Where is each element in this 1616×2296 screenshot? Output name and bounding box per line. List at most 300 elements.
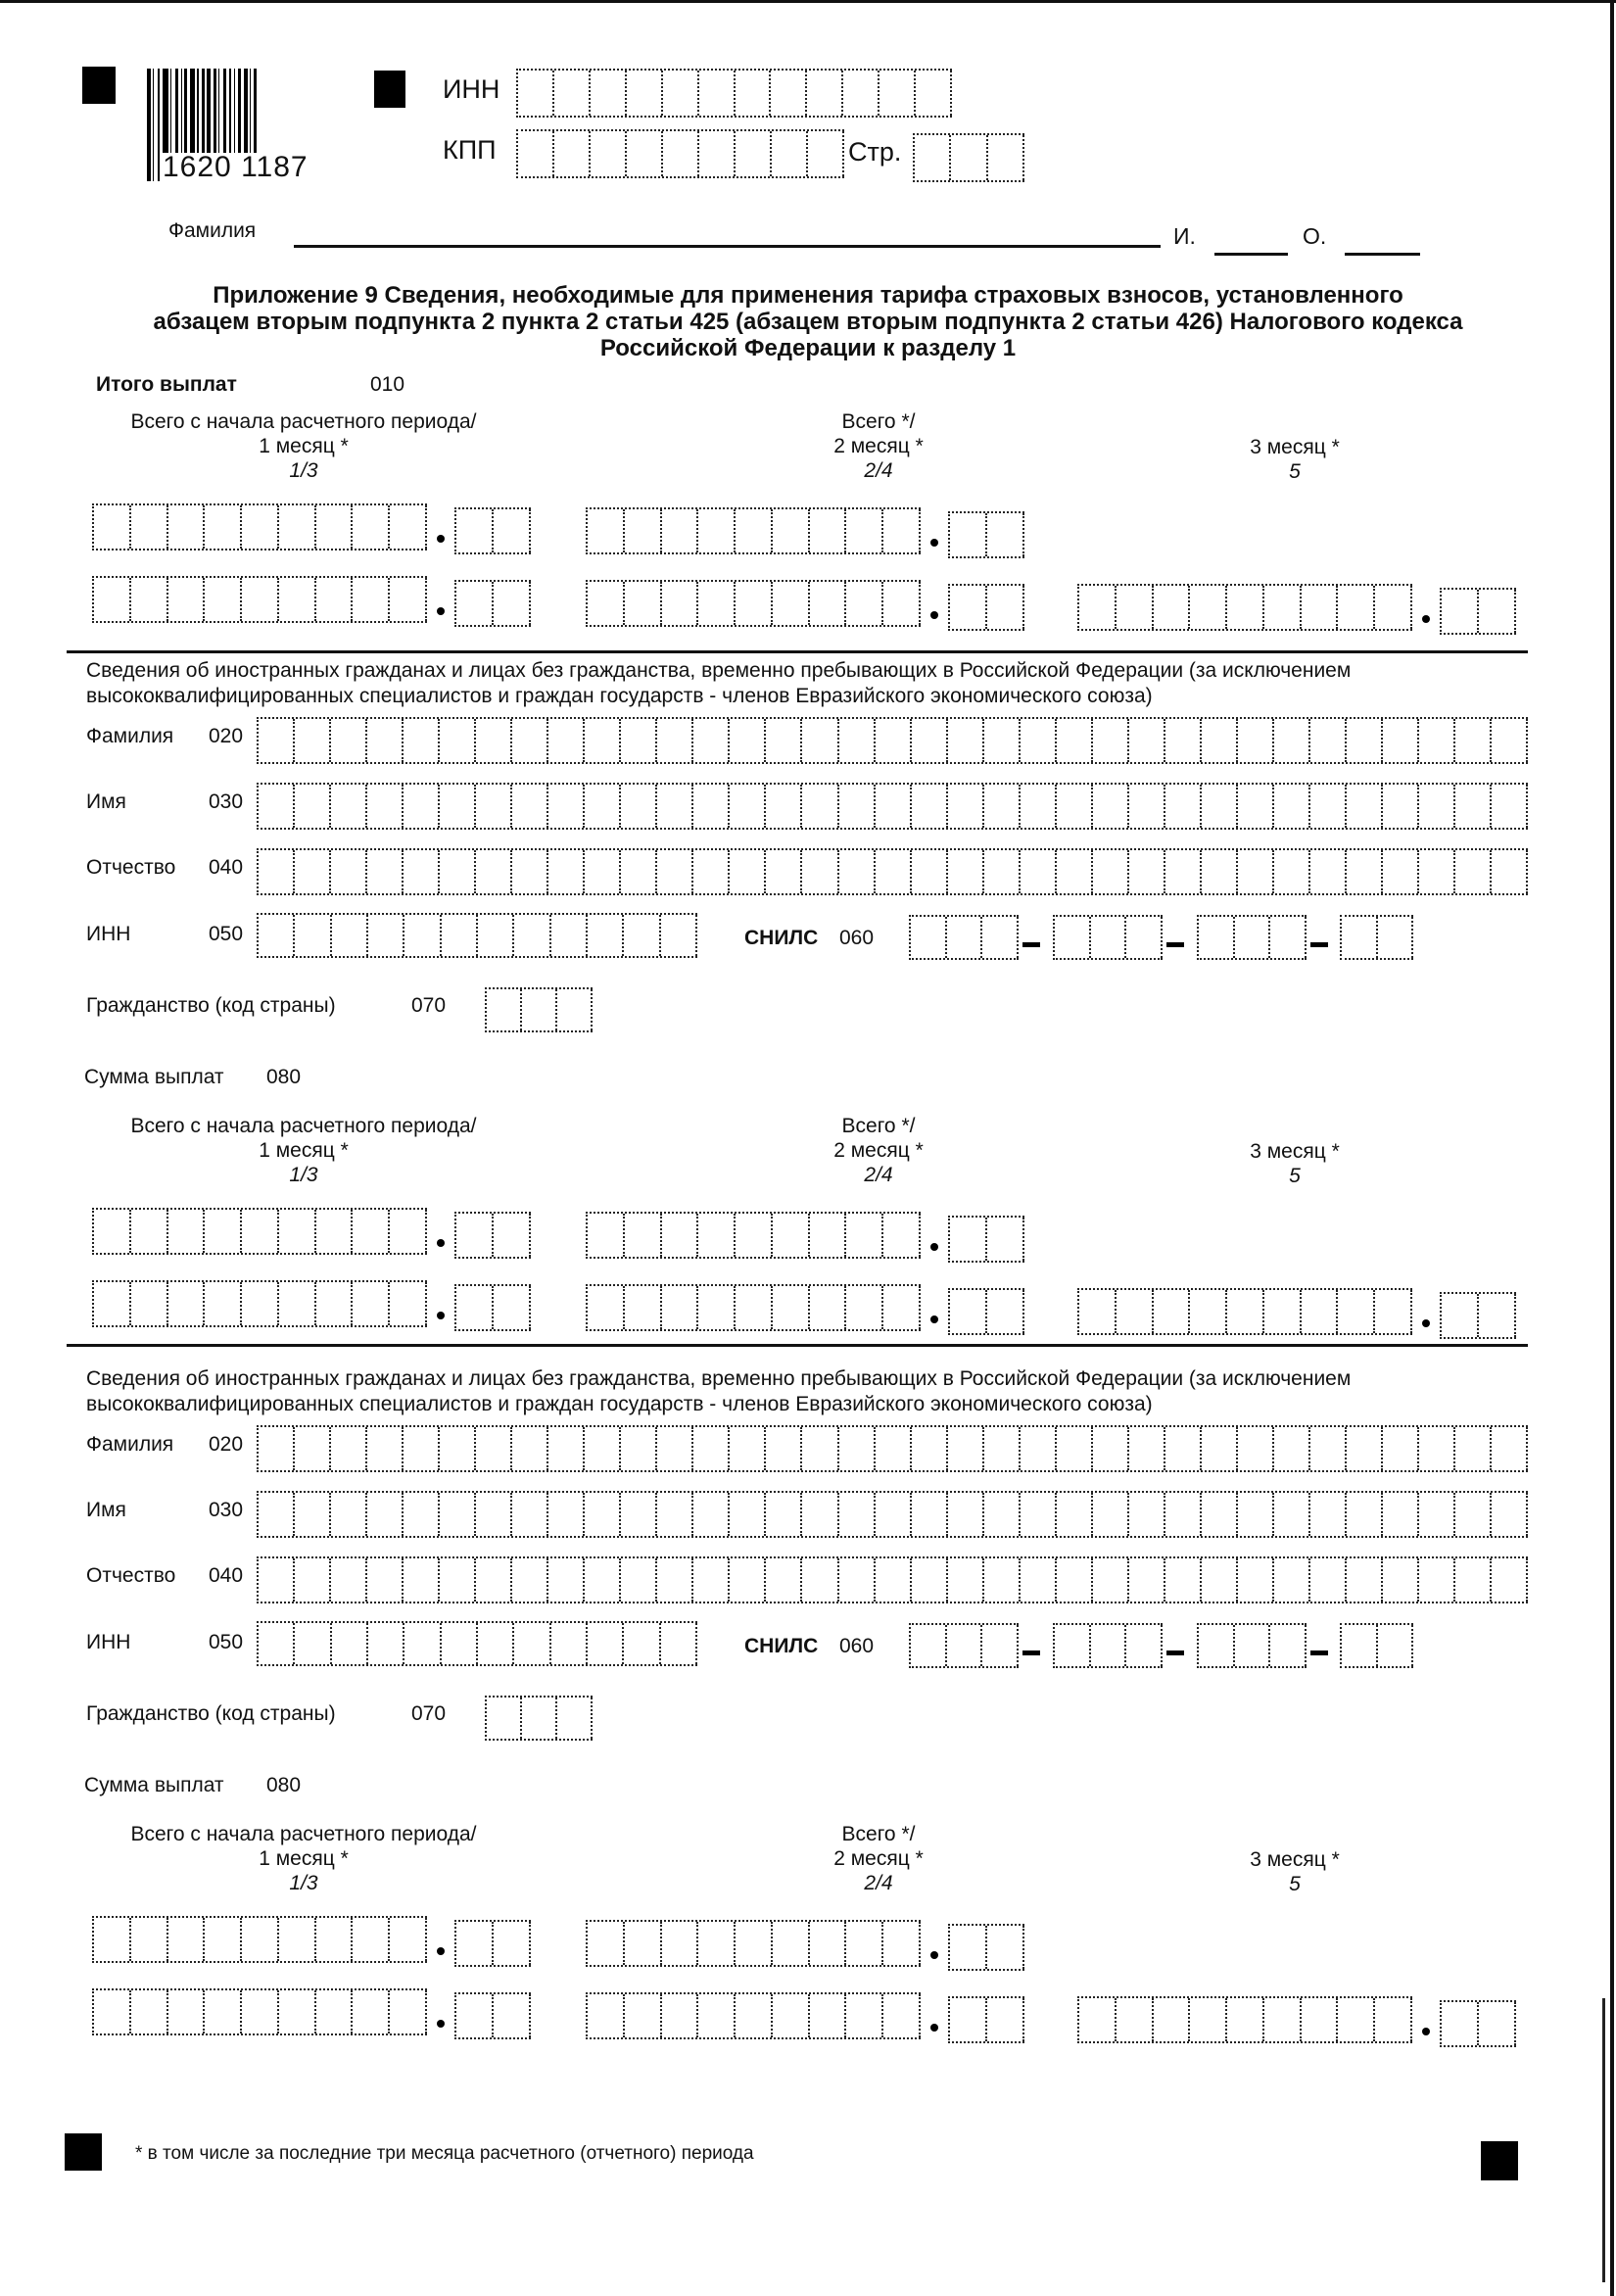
foreign-1-citizenship-input[interactable] — [485, 987, 593, 1032]
input-cell[interactable] — [1057, 850, 1093, 893]
input-cell[interactable] — [494, 509, 531, 552]
input-cell[interactable] — [698, 1994, 736, 2037]
input-cell[interactable] — [390, 1918, 427, 1961]
input-cell[interactable] — [295, 1427, 331, 1470]
input-cell[interactable] — [131, 578, 168, 621]
input-cell[interactable] — [987, 1926, 1024, 1969]
foreign-1-surname-input[interactable] — [257, 717, 1528, 764]
input-cell[interactable] — [367, 1493, 404, 1536]
input-cell[interactable] — [1190, 1290, 1227, 1333]
input-cell[interactable] — [1455, 785, 1492, 828]
input-cell[interactable] — [698, 1286, 736, 1329]
input-cell[interactable] — [1117, 586, 1154, 629]
input-cell[interactable] — [440, 1493, 476, 1536]
input-cell[interactable] — [1129, 1558, 1165, 1602]
input-cell[interactable] — [548, 785, 585, 828]
input-cell[interactable] — [512, 1427, 548, 1470]
input-cell[interactable] — [331, 1558, 367, 1602]
input-cell[interactable] — [802, 1427, 838, 1470]
input-cell[interactable] — [810, 509, 847, 552]
input-cell[interactable] — [514, 915, 550, 956]
input-cell[interactable] — [259, 915, 295, 956]
input-cell[interactable] — [585, 1427, 621, 1470]
input-cell[interactable] — [585, 1558, 621, 1602]
input-cell[interactable] — [984, 1493, 1021, 1536]
input-cell[interactable] — [1129, 785, 1165, 828]
input-cell[interactable] — [1310, 850, 1347, 893]
input-cell[interactable] — [621, 1427, 657, 1470]
input-cell[interactable] — [442, 1623, 478, 1664]
total-col2-row2-integer[interactable] — [586, 580, 921, 627]
input-cell[interactable] — [1310, 1427, 1347, 1470]
input-cell[interactable] — [730, 1427, 766, 1470]
input-cell[interactable] — [1199, 917, 1235, 958]
input-cell[interactable] — [367, 719, 404, 762]
input-cell[interactable] — [663, 131, 699, 176]
input-cell[interactable] — [771, 71, 807, 116]
input-cell[interactable] — [773, 1286, 810, 1329]
input-cell[interactable] — [950, 513, 987, 556]
input-cell[interactable] — [808, 131, 844, 176]
input-cell[interactable] — [551, 1623, 588, 1664]
input-cell[interactable] — [698, 1214, 736, 1257]
input-cell[interactable] — [1165, 1427, 1202, 1470]
input-cell[interactable] — [984, 850, 1021, 893]
input-cell[interactable] — [316, 578, 354, 621]
input-cell[interactable] — [1227, 586, 1264, 629]
input-cell[interactable] — [1383, 719, 1419, 762]
input-cell[interactable] — [693, 785, 730, 828]
input-cell[interactable] — [1383, 850, 1419, 893]
input-cell[interactable] — [588, 915, 624, 956]
input-cell[interactable] — [950, 1998, 987, 2041]
input-cell[interactable] — [883, 1922, 921, 1965]
initial-o-line[interactable] — [1345, 253, 1420, 256]
input-cell[interactable] — [1057, 1427, 1093, 1470]
input-cell[interactable] — [585, 719, 621, 762]
input-cell[interactable] — [987, 1998, 1024, 2041]
input-cell[interactable] — [1238, 1427, 1274, 1470]
input-cell[interactable] — [1338, 1998, 1375, 2041]
input-cell[interactable] — [766, 785, 802, 828]
input-cell[interactable] — [1338, 586, 1375, 629]
input-cell[interactable] — [331, 1427, 367, 1470]
input-cell[interactable] — [242, 1990, 279, 2033]
input-cell[interactable] — [131, 1990, 168, 2033]
input-cell[interactable] — [1165, 785, 1202, 828]
input-cell[interactable] — [1492, 850, 1528, 893]
input-cell[interactable] — [693, 850, 730, 893]
input-cell[interactable] — [984, 719, 1021, 762]
input-cell[interactable] — [987, 1218, 1024, 1261]
input-cell[interactable] — [736, 1214, 773, 1257]
foreign-2-snils-group-3[interactable] — [1197, 1623, 1307, 1668]
input-cell[interactable] — [699, 131, 736, 176]
input-cell[interactable] — [440, 785, 476, 828]
input-cell[interactable] — [698, 1922, 736, 1965]
input-cell[interactable] — [1274, 850, 1310, 893]
input-cell[interactable] — [627, 71, 663, 116]
input-cell[interactable] — [730, 719, 766, 762]
total-col1-row1-decimal[interactable] — [454, 507, 531, 554]
input-cell[interactable] — [494, 1922, 531, 1965]
input-cell[interactable] — [316, 1990, 354, 2033]
input-cell[interactable] — [1492, 785, 1528, 828]
input-cell[interactable] — [494, 582, 531, 625]
input-cell[interactable] — [440, 1427, 476, 1470]
foreign-2-col1-row1-decimal[interactable] — [454, 1920, 531, 1967]
input-cell[interactable] — [94, 1990, 131, 2033]
input-cell[interactable] — [1202, 1493, 1238, 1536]
input-cell[interactable] — [295, 719, 331, 762]
input-cell[interactable] — [1093, 1493, 1129, 1536]
input-cell[interactable] — [494, 1994, 531, 2037]
input-cell[interactable] — [476, 1427, 512, 1470]
input-cell[interactable] — [332, 1623, 368, 1664]
input-cell[interactable] — [883, 1286, 921, 1329]
input-cell[interactable] — [279, 505, 316, 549]
input-cell[interactable] — [883, 582, 921, 625]
foreign-2-col3-row2-decimal[interactable] — [1440, 2000, 1516, 2047]
input-cell[interactable] — [94, 1210, 131, 1253]
input-cell[interactable] — [494, 1286, 531, 1329]
input-cell[interactable] — [1021, 1427, 1057, 1470]
kpp-input[interactable] — [516, 129, 844, 178]
foreign-2-col2-row2-decimal[interactable] — [948, 1996, 1024, 2043]
input-cell[interactable] — [773, 582, 810, 625]
input-cell[interactable] — [736, 509, 773, 552]
total-col2-row1-integer[interactable] — [586, 507, 921, 554]
input-cell[interactable] — [839, 1427, 876, 1470]
input-cell[interactable] — [730, 850, 766, 893]
input-cell[interactable] — [205, 1282, 242, 1325]
input-cell[interactable] — [1302, 586, 1339, 629]
input-cell[interactable] — [487, 1698, 522, 1739]
input-cell[interactable] — [331, 850, 367, 893]
input-cell[interactable] — [548, 1493, 585, 1536]
input-cell[interactable] — [404, 1427, 440, 1470]
input-cell[interactable] — [1419, 719, 1455, 762]
input-cell[interactable] — [512, 1493, 548, 1536]
input-cell[interactable] — [693, 1427, 730, 1470]
input-cell[interactable] — [950, 586, 987, 629]
input-cell[interactable] — [876, 850, 912, 893]
input-cell[interactable] — [518, 131, 554, 176]
input-cell[interactable] — [876, 1558, 912, 1602]
input-cell[interactable] — [1338, 1290, 1375, 1333]
input-cell[interactable] — [1202, 719, 1238, 762]
input-cell[interactable] — [331, 785, 367, 828]
input-cell[interactable] — [554, 131, 591, 176]
input-cell[interactable] — [404, 915, 441, 956]
input-cell[interactable] — [279, 1990, 316, 2033]
input-cell[interactable] — [404, 1623, 441, 1664]
input-cell[interactable] — [657, 785, 693, 828]
input-cell[interactable] — [1347, 719, 1383, 762]
input-cell[interactable] — [662, 1286, 699, 1329]
input-cell[interactable] — [810, 582, 847, 625]
input-cell[interactable] — [1492, 1493, 1528, 1536]
foreign-1-col3-row2-decimal[interactable] — [1440, 1292, 1516, 1339]
page-number-input[interactable] — [913, 133, 1024, 182]
total-col2-row2-decimal[interactable] — [948, 584, 1024, 631]
input-cell[interactable] — [950, 1218, 987, 1261]
input-cell[interactable] — [1227, 1998, 1264, 2041]
input-cell[interactable] — [94, 1282, 131, 1325]
input-cell[interactable] — [846, 1922, 883, 1965]
input-cell[interactable] — [987, 1290, 1024, 1333]
input-cell[interactable] — [404, 719, 440, 762]
input-cell[interactable] — [440, 1558, 476, 1602]
input-cell[interactable] — [1202, 1427, 1238, 1470]
input-cell[interactable] — [698, 509, 736, 552]
input-cell[interactable] — [1079, 586, 1117, 629]
input-cell[interactable] — [661, 915, 697, 956]
total-col2-row1-decimal[interactable] — [948, 511, 1024, 558]
input-cell[interactable] — [1093, 719, 1129, 762]
input-cell[interactable] — [353, 505, 390, 549]
input-cell[interactable] — [512, 785, 548, 828]
input-cell[interactable] — [657, 719, 693, 762]
input-cell[interactable] — [404, 850, 440, 893]
input-cell[interactable] — [316, 1210, 354, 1253]
input-cell[interactable] — [1347, 850, 1383, 893]
foreign-1-col1-row2-integer[interactable] — [92, 1280, 427, 1327]
input-cell[interactable] — [1021, 785, 1057, 828]
input-cell[interactable] — [1347, 1493, 1383, 1536]
input-cell[interactable] — [1199, 1625, 1235, 1666]
input-cell[interactable] — [1274, 785, 1310, 828]
input-cell[interactable] — [1055, 1625, 1091, 1666]
input-cell[interactable] — [1057, 1558, 1093, 1602]
foreign-2-snils-group-4[interactable] — [1340, 1623, 1413, 1668]
input-cell[interactable] — [1274, 1493, 1310, 1536]
input-cell[interactable] — [1117, 1998, 1154, 2041]
input-cell[interactable] — [367, 785, 404, 828]
input-cell[interactable] — [1302, 1290, 1339, 1333]
input-cell[interactable] — [1274, 719, 1310, 762]
input-cell[interactable] — [1264, 1998, 1302, 2041]
input-cell[interactable] — [242, 1282, 279, 1325]
input-cell[interactable] — [982, 917, 1019, 958]
input-cell[interactable] — [1079, 1290, 1117, 1333]
input-cell[interactable] — [478, 915, 514, 956]
input-cell[interactable] — [1302, 1998, 1339, 2041]
input-cell[interactable] — [802, 1493, 838, 1536]
input-cell[interactable] — [1492, 719, 1528, 762]
input-cell[interactable] — [948, 1558, 984, 1602]
input-cell[interactable] — [947, 917, 983, 958]
input-cell[interactable] — [295, 785, 331, 828]
input-cell[interactable] — [1126, 1625, 1163, 1666]
input-cell[interactable] — [843, 71, 879, 116]
input-cell[interactable] — [456, 1922, 494, 1965]
input-cell[interactable] — [1238, 1558, 1274, 1602]
input-cell[interactable] — [802, 850, 838, 893]
input-cell[interactable] — [588, 1994, 625, 2037]
input-cell[interactable] — [883, 1994, 921, 2037]
input-cell[interactable] — [810, 1214, 847, 1257]
input-cell[interactable] — [390, 578, 427, 621]
input-cell[interactable] — [1091, 917, 1127, 958]
input-cell[interactable] — [440, 719, 476, 762]
input-cell[interactable] — [390, 1282, 427, 1325]
input-cell[interactable] — [807, 71, 843, 116]
input-cell[interactable] — [839, 1493, 876, 1536]
input-cell[interactable] — [1021, 1493, 1057, 1536]
input-cell[interactable] — [736, 1286, 773, 1329]
foreign-1-col2-row2-integer[interactable] — [586, 1284, 921, 1331]
foreign-1-col1-row1-integer[interactable] — [92, 1208, 427, 1255]
input-cell[interactable] — [1165, 1558, 1202, 1602]
input-cell[interactable] — [390, 1210, 427, 1253]
input-cell[interactable] — [456, 1994, 494, 2037]
foreign-1-patronymic-input[interactable] — [257, 848, 1528, 895]
input-cell[interactable] — [693, 1558, 730, 1602]
input-cell[interactable] — [476, 719, 512, 762]
input-cell[interactable] — [404, 785, 440, 828]
input-cell[interactable] — [1419, 1493, 1455, 1536]
input-cell[interactable] — [1079, 1998, 1117, 2041]
input-cell[interactable] — [259, 785, 295, 828]
input-cell[interactable] — [512, 850, 548, 893]
input-cell[interactable] — [1190, 586, 1227, 629]
input-cell[interactable] — [131, 1918, 168, 1961]
input-cell[interactable] — [1165, 1493, 1202, 1536]
input-cell[interactable] — [1093, 1558, 1129, 1602]
input-cell[interactable] — [1238, 1493, 1274, 1536]
input-cell[interactable] — [131, 1210, 168, 1253]
input-cell[interactable] — [295, 1493, 331, 1536]
input-cell[interactable] — [168, 1282, 206, 1325]
input-cell[interactable] — [131, 505, 168, 549]
foreign-1-col2-row1-decimal[interactable] — [948, 1216, 1024, 1263]
input-cell[interactable] — [912, 1493, 948, 1536]
input-cell[interactable] — [404, 1558, 440, 1602]
input-cell[interactable] — [846, 1286, 883, 1329]
input-cell[interactable] — [295, 1558, 331, 1602]
input-cell[interactable] — [839, 850, 876, 893]
input-cell[interactable] — [168, 1918, 206, 1961]
input-cell[interactable] — [259, 1558, 295, 1602]
input-cell[interactable] — [1492, 1427, 1528, 1470]
input-cell[interactable] — [1378, 1625, 1414, 1666]
input-cell[interactable] — [1093, 850, 1129, 893]
input-cell[interactable] — [514, 1623, 550, 1664]
input-cell[interactable] — [1347, 785, 1383, 828]
input-cell[interactable] — [242, 1210, 279, 1253]
input-cell[interactable] — [693, 1493, 730, 1536]
input-cell[interactable] — [1190, 1998, 1227, 2041]
input-cell[interactable] — [168, 1990, 206, 2033]
input-cell[interactable] — [950, 1926, 987, 1969]
input-cell[interactable] — [773, 1922, 810, 1965]
input-cell[interactable] — [876, 1493, 912, 1536]
input-cell[interactable] — [557, 1698, 593, 1739]
input-cell[interactable] — [773, 1214, 810, 1257]
input-cell[interactable] — [205, 578, 242, 621]
input-cell[interactable] — [548, 719, 585, 762]
input-cell[interactable] — [950, 1290, 987, 1333]
input-cell[interactable] — [948, 850, 984, 893]
input-cell[interactable] — [588, 1623, 624, 1664]
input-cell[interactable] — [1455, 850, 1492, 893]
input-cell[interactable] — [316, 1918, 354, 1961]
input-cell[interactable] — [984, 1427, 1021, 1470]
input-cell[interactable] — [1383, 785, 1419, 828]
input-cell[interactable] — [1442, 590, 1479, 633]
input-cell[interactable] — [1455, 1558, 1492, 1602]
input-cell[interactable] — [1057, 785, 1093, 828]
input-cell[interactable] — [621, 719, 657, 762]
input-cell[interactable] — [773, 1994, 810, 2037]
input-cell[interactable] — [1383, 1558, 1419, 1602]
input-cell[interactable] — [839, 719, 876, 762]
input-cell[interactable] — [1455, 1493, 1492, 1536]
input-cell[interactable] — [876, 1427, 912, 1470]
input-cell[interactable] — [1419, 1427, 1455, 1470]
input-cell[interactable] — [1238, 785, 1274, 828]
foreign-1-snils-group-1[interactable] — [909, 915, 1019, 960]
input-cell[interactable] — [588, 1286, 625, 1329]
input-cell[interactable] — [624, 915, 660, 956]
input-cell[interactable] — [1310, 1558, 1347, 1602]
foreign-2-patronymic-input[interactable] — [257, 1556, 1528, 1603]
input-cell[interactable] — [625, 582, 662, 625]
input-cell[interactable] — [879, 71, 916, 116]
input-cell[interactable] — [916, 71, 952, 116]
input-cell[interactable] — [912, 1427, 948, 1470]
input-cell[interactable] — [802, 719, 838, 762]
input-cell[interactable] — [259, 1427, 295, 1470]
input-cell[interactable] — [1117, 1290, 1154, 1333]
foreign-1-inn-input[interactable] — [257, 913, 697, 958]
input-cell[interactable] — [987, 586, 1024, 629]
input-cell[interactable] — [730, 1558, 766, 1602]
input-cell[interactable] — [1093, 785, 1129, 828]
input-cell[interactable] — [242, 578, 279, 621]
input-cell[interactable] — [1419, 785, 1455, 828]
input-cell[interactable] — [242, 505, 279, 549]
input-cell[interactable] — [476, 785, 512, 828]
input-cell[interactable] — [94, 505, 131, 549]
input-cell[interactable] — [548, 850, 585, 893]
input-cell[interactable] — [947, 1625, 983, 1666]
input-cell[interactable] — [353, 1210, 390, 1253]
input-cell[interactable] — [662, 1214, 699, 1257]
input-cell[interactable] — [1021, 850, 1057, 893]
input-cell[interactable] — [1202, 850, 1238, 893]
input-cell[interactable] — [625, 1214, 662, 1257]
input-cell[interactable] — [987, 513, 1024, 556]
input-cell[interactable] — [846, 1994, 883, 2037]
input-cell[interactable] — [621, 785, 657, 828]
input-cell[interactable] — [951, 135, 987, 180]
input-cell[interactable] — [476, 1493, 512, 1536]
input-cell[interactable] — [1202, 1558, 1238, 1602]
input-cell[interactable] — [839, 785, 876, 828]
input-cell[interactable] — [730, 1493, 766, 1536]
input-cell[interactable] — [662, 1994, 699, 2037]
input-cell[interactable] — [876, 719, 912, 762]
input-cell[interactable] — [948, 1427, 984, 1470]
input-cell[interactable] — [588, 1922, 625, 1965]
input-cell[interactable] — [1383, 1427, 1419, 1470]
input-cell[interactable] — [1238, 850, 1274, 893]
input-cell[interactable] — [522, 989, 557, 1030]
input-cell[interactable] — [982, 1625, 1019, 1666]
input-cell[interactable] — [331, 1493, 367, 1536]
